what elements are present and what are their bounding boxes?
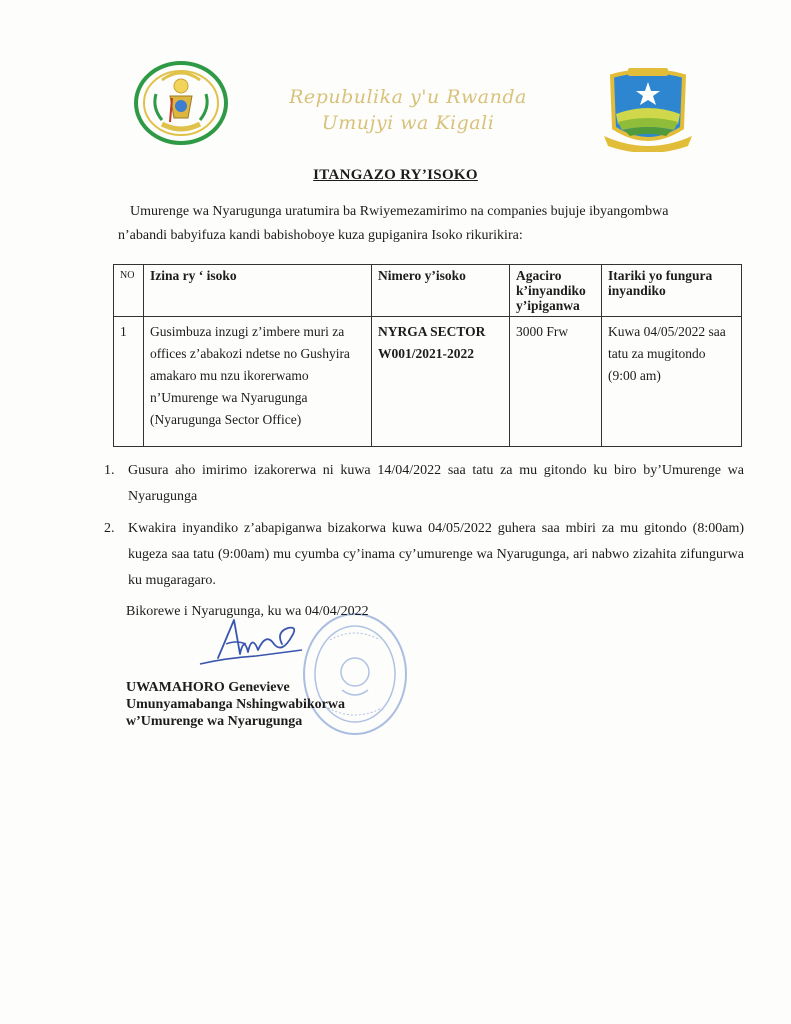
- column-header-no: NO: [114, 265, 144, 317]
- column-header-name: Izina ry ‘ isoko: [144, 265, 372, 317]
- page-title: ITANGAZO RY’ISOKO: [313, 167, 478, 183]
- signer-block: [126, 679, 345, 730]
- list-item: [104, 516, 744, 594]
- column-header-date: Itariki yo fungura inyandiko: [602, 265, 742, 317]
- cell-price: 3000 Frw: [510, 317, 602, 447]
- list-item-number: 1.: [104, 463, 115, 478]
- tender-table: [113, 264, 742, 447]
- list-item-number: 2.: [104, 521, 115, 536]
- list-item: [104, 458, 744, 510]
- handwritten-signature: [196, 614, 308, 670]
- column-header-number: Nimero y’isoko: [372, 265, 510, 317]
- letterhead-country: Repubulika y'u Rwanda: [289, 86, 527, 108]
- letterhead-city: Umujyi wa Kigali: [321, 112, 495, 134]
- signoff-date: Bikorewe i Nyarugunga, ku wa 04/04/2022: [126, 604, 369, 619]
- signer-name: UWAMAHORO Genevieve: [126, 680, 290, 695]
- table-row: [114, 317, 742, 447]
- kigali-city-emblem-icon: [598, 66, 698, 152]
- cell-number: NYRGA SECTOR W001/2021-2022: [372, 317, 510, 447]
- conditions-list: [104, 458, 744, 600]
- intro-paragraph: [118, 200, 740, 248]
- cell-name: Gusimbuza inzugi z’imbere muri za offices z’abakozi ndetse no Gushyira amakaro mu nzu ikorerwamo n’Umurenge wa Nyarugunga (Nyarugunga Sector Office): [144, 317, 372, 447]
- intro-line-2: n’abandi babyifuza kandi babishoboye kuza gupiganira Isoko rikurikira:: [118, 228, 523, 243]
- intro-line-1: Umurenge wa Nyarugunga uratumira ba Rwiyemezamirimo na companies bujuje ibyangombwa: [130, 204, 669, 219]
- signer-org: w’Umurenge wa Nyarugunga: [126, 714, 303, 729]
- column-header-price: Agaciro k’inyandiko y’ipiganwa: [510, 265, 602, 317]
- list-item-text: Gusura aho imirimo izakorerwa ni kuwa 14/04/2022 saa tatu za mu gitondo ku biro by’Umurenge wa Nyarugunga: [128, 463, 744, 504]
- letterhead-text: [258, 84, 558, 136]
- list-item-text: Kwakira inyandiko z’abapiganwa bizakorwa kuwa 04/05/2022 guhera saa mbiri za mu gitondo (8:00am) kugeza saa tatu (9:00am) mu cyumba cy’inama cy’umurenge wa Nyarugunga, ari nabwo zizahita zifungurwa ku mugaragaro.: [128, 521, 744, 588]
- cell-date: Kuwa 04/05/2022 saa tatu za mugitondo (9:00 am): [602, 317, 742, 447]
- rwanda-coat-of-arms-icon: [132, 60, 230, 146]
- cell-no: 1: [114, 317, 144, 447]
- signer-role: Umunyamabanga Nshingwabikorwa: [126, 697, 345, 712]
- table-header-row: [114, 265, 742, 317]
